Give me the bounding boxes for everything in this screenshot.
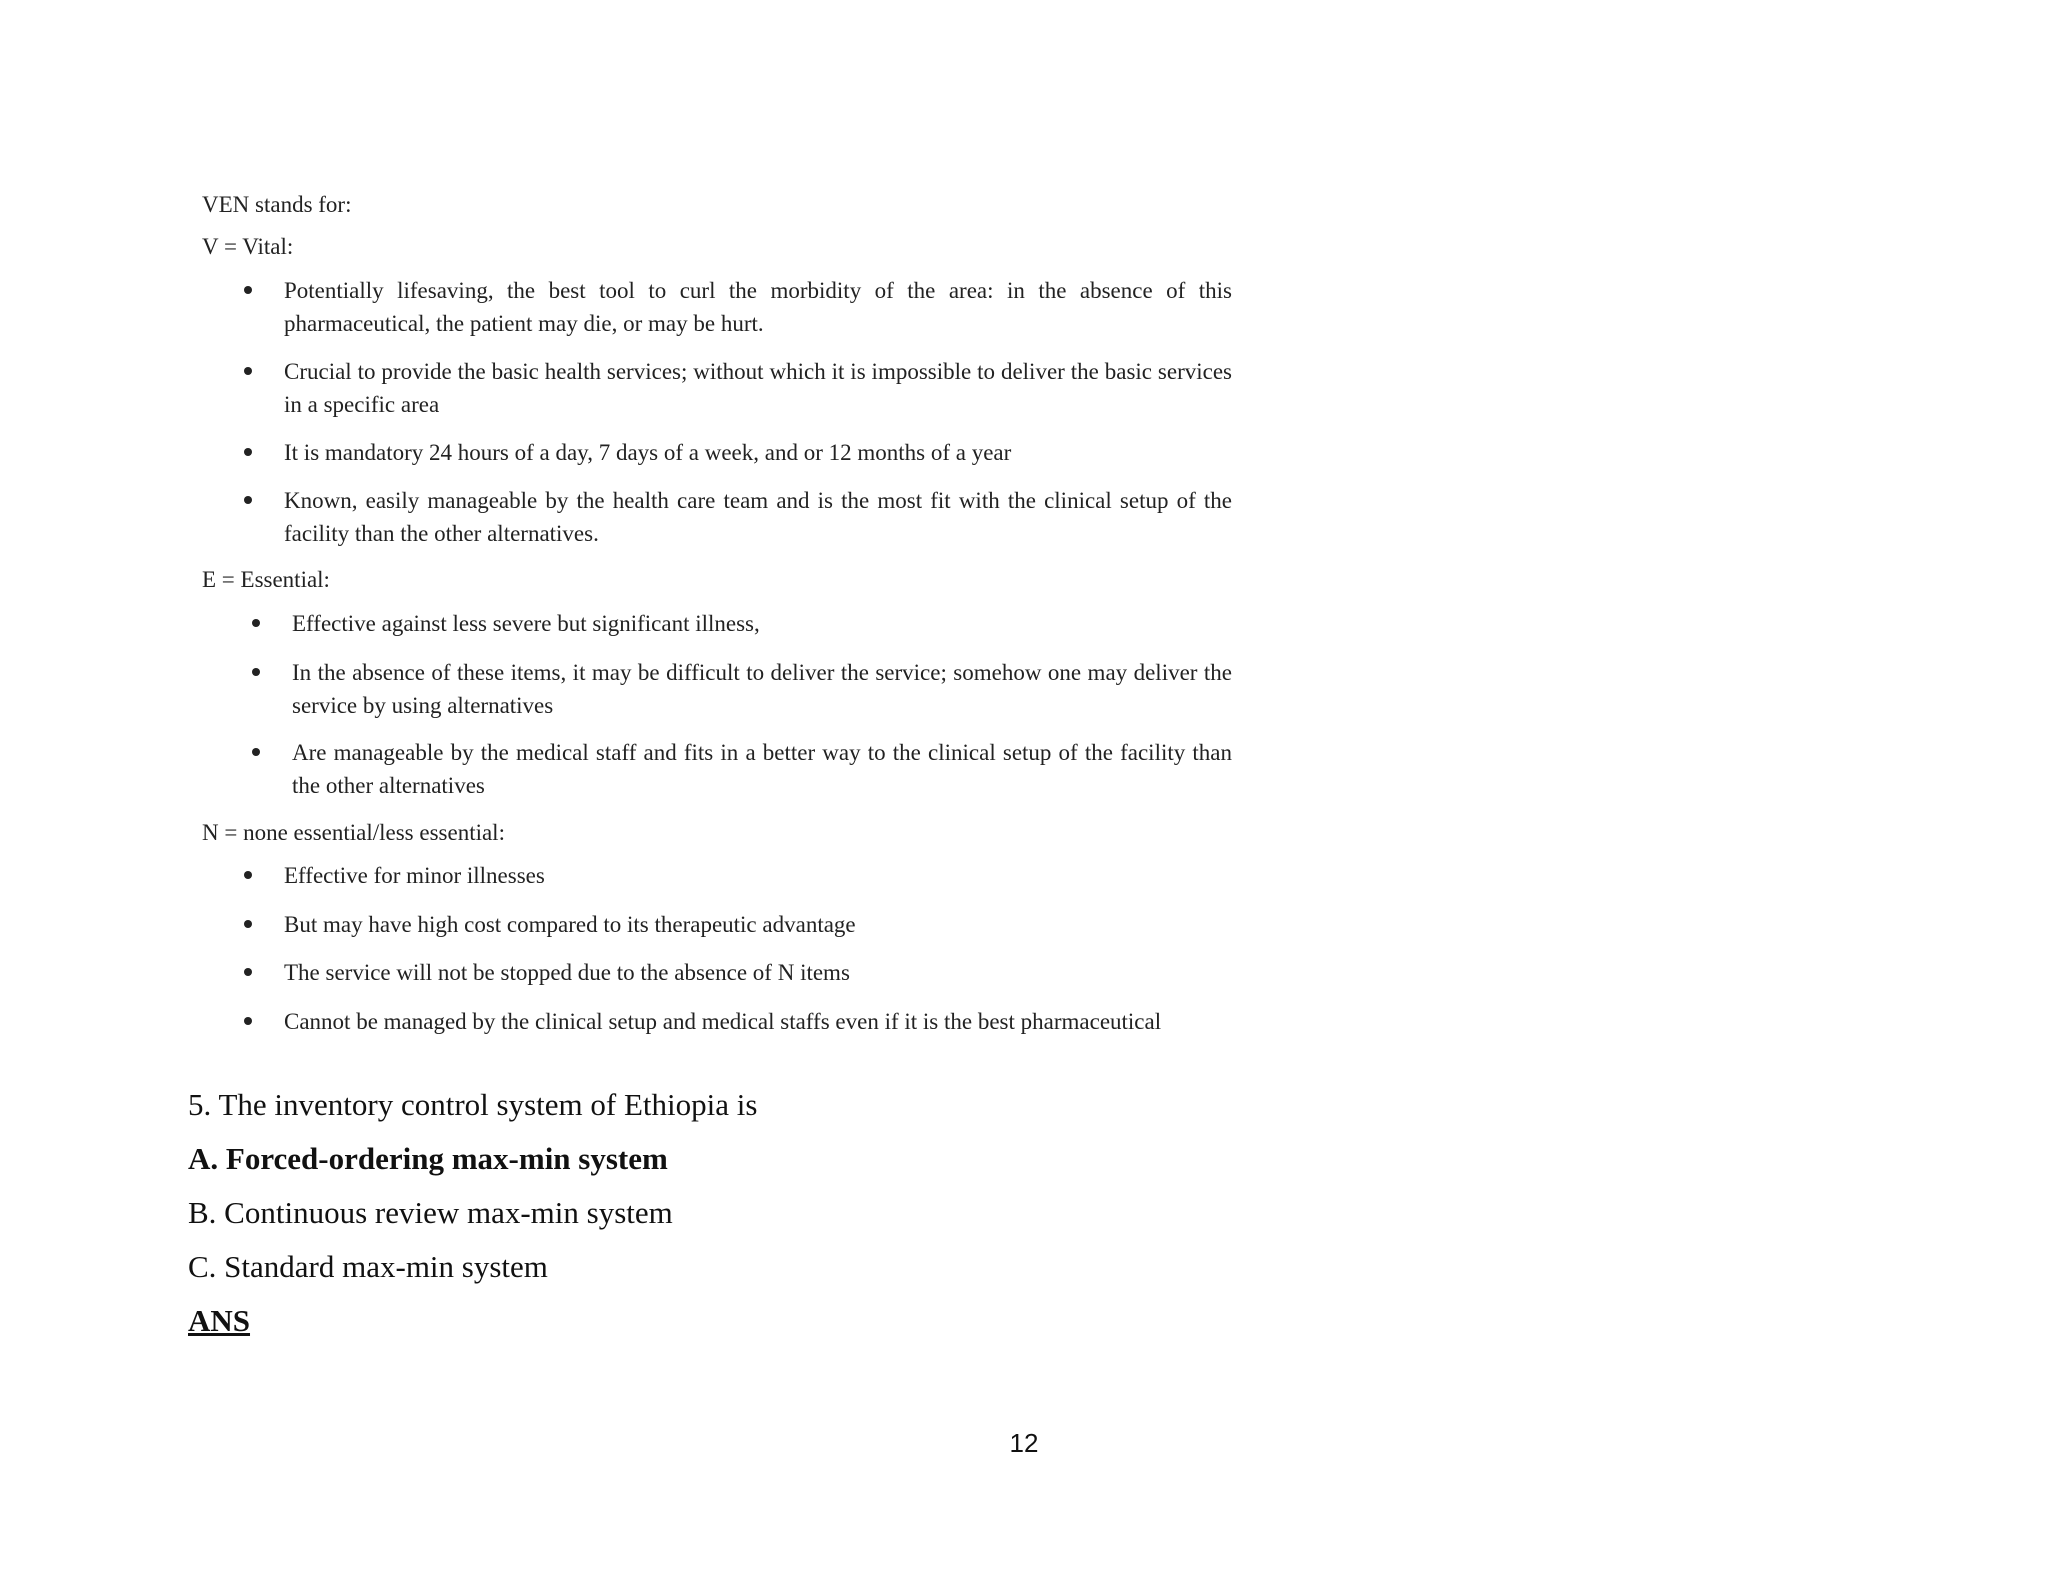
list-item-text: Are manageable by the medical staff and fits in a better way to the clinical setup of the facility than the other alternatives bbox=[292, 740, 1232, 798]
bullet-icon bbox=[252, 748, 260, 756]
option-a: A. Forced-ordering max-min system bbox=[188, 1141, 668, 1176]
non-essential-heading: N = none essential/less essential: bbox=[202, 820, 505, 845]
list-item-text: Crucial to provide the basic health services; without which it is impossible to deliver the basic services in a specific area bbox=[284, 359, 1232, 417]
page-number: 12 bbox=[1009, 1428, 1039, 1458]
vital-heading: V = Vital: bbox=[202, 234, 294, 259]
bullet-icon bbox=[244, 496, 252, 504]
option-b: B. Continuous review max-min system bbox=[188, 1195, 673, 1230]
bullet-icon bbox=[244, 1017, 252, 1025]
bullet-icon bbox=[244, 448, 252, 456]
list-item-text: Potentially lifesaving, the best tool to curl the morbidity of the area: in the absence of this pharmaceutical, the patient may die, or may be hurt. bbox=[284, 278, 1232, 336]
list-item-text: Cannot be managed by the clinical setup and medical staffs even if it is the best pharmaceutical bbox=[284, 1009, 1162, 1034]
bullet-icon bbox=[244, 367, 252, 375]
bullet-icon bbox=[244, 286, 252, 294]
answer-label: ANS bbox=[188, 1303, 251, 1338]
ven-intro: VEN stands for: bbox=[202, 192, 352, 217]
list-item-text: Effective against less severe but significant illness, bbox=[292, 611, 760, 636]
question-stem: 5. The inventory control system of Ethiopia is bbox=[188, 1087, 758, 1122]
list-item-text: But may have high cost compared to its therapeutic advantage bbox=[284, 912, 856, 937]
list-item-text: Effective for minor illnesses bbox=[284, 863, 545, 888]
essential-heading: E = Essential: bbox=[202, 567, 330, 592]
bullet-icon bbox=[244, 968, 252, 976]
bullet-icon bbox=[244, 920, 252, 928]
list-item-text: Known, easily manageable by the health care team and is the most fit with the clinical setup of the facility than the other alternatives. bbox=[284, 488, 1232, 546]
bullet-icon bbox=[252, 619, 260, 627]
list-item-text: It is mandatory 24 hours of a day, 7 days of a week, and or 12 months of a year bbox=[284, 440, 1012, 465]
bullet-icon bbox=[244, 871, 252, 879]
option-c: C. Standard max-min system bbox=[188, 1249, 548, 1284]
list-item-text: In the absence of these items, it may be difficult to deliver the service; somehow one may deliver the service by using alternatives bbox=[292, 660, 1232, 718]
bullet-icon bbox=[252, 668, 260, 676]
list-item-text: The service will not be stopped due to the absence of N items bbox=[284, 960, 850, 985]
